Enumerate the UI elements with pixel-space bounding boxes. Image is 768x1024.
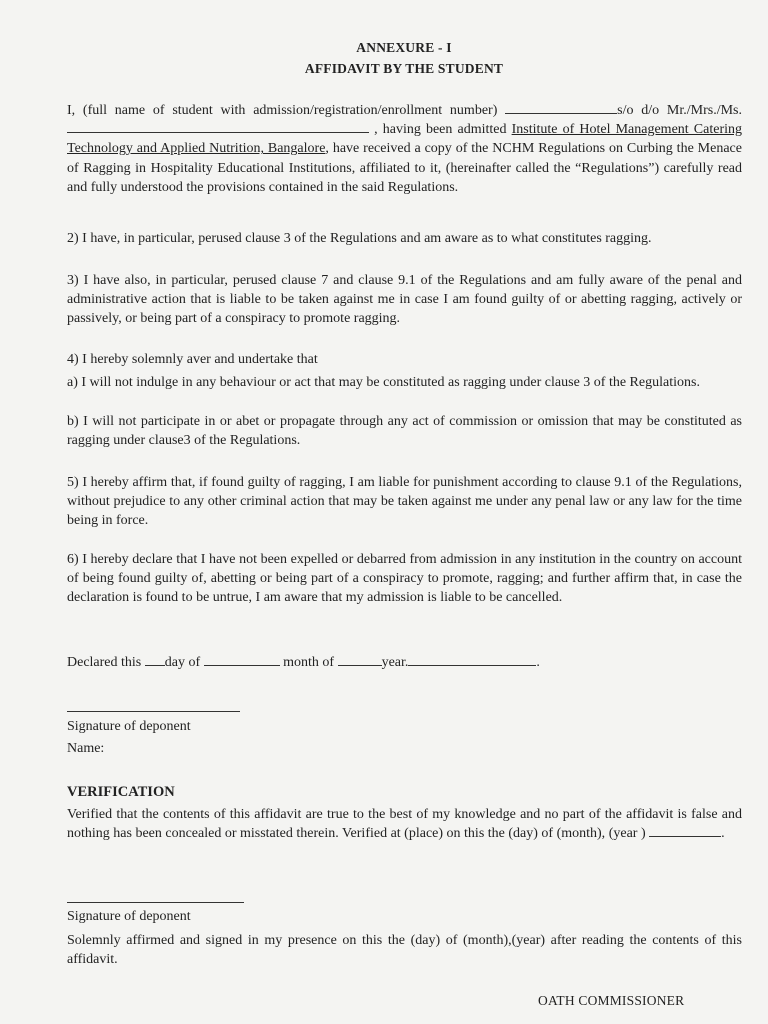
verification-end: . [721, 826, 725, 842]
paragraph-6: 6) I hereby declare that I have not been expelled or debarred from admission in any institution in the country on account of being found guilty of, abetting or being part of a conspiracy to promote, ragging; and further affirm that, in case the declaration is found to be untrue, I am aware that my admission is liable to be cancelled. [67, 552, 742, 606]
declared-text-e: . [536, 655, 540, 670]
year-blank[interactable] [338, 653, 382, 666]
declared-extra-blank[interactable] [408, 653, 536, 666]
paragraph-4-intro: 4) I hereby solemnly aver and undertake that [67, 352, 318, 367]
declared-text-a: Declared this [67, 655, 142, 670]
month-blank[interactable] [204, 653, 280, 666]
verification-title: VERIFICATION [67, 784, 175, 800]
signature-label: Signature of deponent [67, 719, 191, 734]
document-title: AFFIDAVIT BY THE STUDENT [304, 61, 504, 76]
declared-text-c: month of [283, 655, 335, 670]
declared-line [67, 653, 540, 671]
annexure-heading: ANNEXURE - I [356, 40, 452, 55]
paragraph-4a: a) I will not indulge in any behaviour or act that may be constituted as ragging under clause 3 of the Regulations. [67, 375, 700, 390]
parent-name-blank[interactable] [67, 120, 369, 133]
name-label: Name: [67, 741, 105, 756]
declared-text-b: day of [164, 655, 201, 670]
enrollment-blank[interactable] [505, 101, 617, 114]
verification-body: Verified that the contents of this affidavit are true to the best of my knowledge and no part of the affidavit is false and nothing has been concealed or misstated therein. Verified at (place) on this the (day) of (month), [67, 807, 742, 842]
paragraph-2: 2) I have, in particular, perused clause 3 of the Regulations and am aware as to what constitutes ragging. [67, 231, 652, 246]
paragraph-1 [67, 101, 742, 197]
day-blank[interactable] [145, 653, 165, 666]
institute-name: Institute of Hotel Management Catering Technology and Applied Nutrition, Bangalore [67, 122, 742, 157]
verification-text [67, 805, 742, 843]
p1-text-b: s/o d/o Mr./Mrs./Ms. [617, 103, 742, 118]
paragraph-4b: b) I will not participate in or abet or propagate through any act of commission or omission that may be constituted as ragging under clause3 of the Regulations. [67, 414, 742, 449]
verification-signature-label: Signature of deponent [67, 909, 191, 924]
p1-text-d: , have received a copy of the NCHM Regulations on Curbing the Menace of Ragging in Hospitality Educational Institutions, affiliated to it, (hereinafter called the “Regulations”) carefully read and fully understood the provisions contained in the said Regulations. [67, 141, 742, 195]
verification-signature-line[interactable] [67, 902, 244, 903]
verification-year-label: (year ) [608, 826, 646, 842]
oath-commissioner-label: OATH COMMISSIONER [538, 993, 685, 1008]
deponent-signature-line[interactable] [67, 711, 240, 712]
solemn-affirmation: Solemnly affirmed and signed in my presence on this the (day) of (month),(year) after reading the contents of this affidavit. [67, 933, 742, 968]
p1-text-c: , having been admitted [374, 122, 507, 138]
declared-text-d: year. [381, 655, 409, 670]
p1-text-a: I, (full name of student with admission/registration/enrollment number) [67, 103, 498, 118]
verification-year-blank[interactable] [649, 824, 721, 837]
paragraph-5: 5) I hereby affirm that, if found guilty of ragging, I am liable for punishment according to clause 9.1 of the Regulations, without prejudice to any other criminal action that may be taken against me under any penal law or any law for the time being in force. [67, 475, 742, 529]
paragraph-3: 3) I have also, in particular, perused clause 7 and clause 9.1 of the Regulations and am fully aware of the penal and administrative action that is liable to be taken against me in case I am found guilty of or abetting ragging, actively or passively, or being part of a conspiracy to promote ragging. [67, 273, 742, 327]
